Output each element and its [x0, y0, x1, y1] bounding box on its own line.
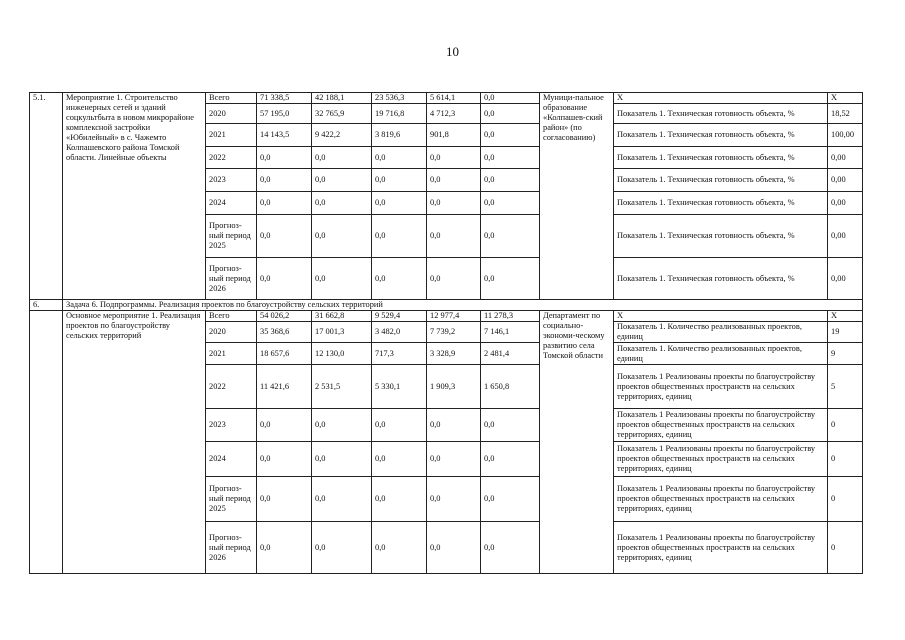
- year-cell: Прогноз-ный период 2025: [206, 215, 257, 258]
- amount-cell: 1 909,3: [427, 365, 481, 409]
- amount-cell: 0,0: [372, 258, 427, 300]
- amount-cell: 9 529,4: [372, 311, 427, 322]
- amount-cell: 9 422,2: [312, 124, 372, 147]
- amount-cell: 31 662,8: [312, 311, 372, 322]
- amount-cell: 0,0: [257, 477, 312, 522]
- indicator-name: Показатель 1 Реализованы проекты по благоустройству проектов общественных пространств на сельских территориях, единиц: [614, 477, 828, 522]
- amount-cell: 0,0: [312, 522, 372, 574]
- year-cell: 2021: [206, 124, 257, 147]
- amount-cell: 0,0: [481, 215, 540, 258]
- indicator-value: 0: [828, 442, 863, 477]
- amount-cell: 0,0: [481, 442, 540, 477]
- amount-cell: 32 765,9: [312, 104, 372, 124]
- indicator-name: Показатель 1 Реализованы проекты по благоустройству проектов общественных пространств на сельских территориях, единиц: [614, 409, 828, 442]
- year-cell: 2020: [206, 322, 257, 343]
- amount-cell: 42 188,1: [312, 93, 372, 104]
- row-number: 5.1.: [30, 93, 63, 300]
- amount-cell: 54 026,2: [257, 311, 312, 322]
- amount-cell: 0,0: [427, 442, 481, 477]
- amount-cell: 0,0: [481, 409, 540, 442]
- year-cell: Прогноз-ный период 2026: [206, 258, 257, 300]
- indicator-name: Показатель 1 Реализованы проекты по благоустройству проектов общественных пространств на сельских территориях, единиц: [614, 365, 828, 409]
- amount-cell: 0,0: [481, 104, 540, 124]
- year-cell: 2020: [206, 104, 257, 124]
- amount-cell: 12 977,4: [427, 311, 481, 322]
- measure-title: Мероприятие 1. Строительство инженерных сетей и зданий соцкультбыта в новом микрорайоне комплексной застройки «Юбилейный» в с. Чажемто Колпашевского района Томской области. Линейные объекты: [63, 93, 206, 300]
- indicator-value: 0,00: [828, 258, 863, 300]
- amount-cell: 0,0: [427, 147, 481, 169]
- amount-cell: 0,0: [372, 409, 427, 442]
- amount-cell: 0,0: [481, 169, 540, 192]
- indicator-value: 19: [828, 322, 863, 343]
- amount-cell: 901,8: [427, 124, 481, 147]
- amount-cell: 0,0: [481, 124, 540, 147]
- indicator-name: Показатель 1. Техническая готовность объекта, %: [614, 104, 828, 124]
- amount-cell: 3 328,9: [427, 343, 481, 365]
- amount-cell: 4 712,3: [427, 104, 481, 124]
- row-number-blank: [30, 311, 63, 574]
- amount-cell: 2 531,5: [312, 365, 372, 409]
- amount-cell: 11 421,6: [257, 365, 312, 409]
- year-cell: Прогноз-ный период 2025: [206, 477, 257, 522]
- amount-cell: 0,0: [427, 522, 481, 574]
- amount-cell: 0,0: [312, 169, 372, 192]
- amount-cell: 0,0: [312, 258, 372, 300]
- amount-cell: 14 143,5: [257, 124, 312, 147]
- table-body: [30, 93, 863, 574]
- year-cell: 2024: [206, 442, 257, 477]
- amount-cell: 0,0: [257, 442, 312, 477]
- amount-cell: 35 368,6: [257, 322, 312, 343]
- task-number: 6.: [30, 300, 63, 311]
- amount-cell: 0,0: [312, 192, 372, 215]
- amount-cell: 0,0: [481, 258, 540, 300]
- indicator-value: 0,00: [828, 192, 863, 215]
- amount-cell: 17 001,3: [312, 322, 372, 343]
- amount-cell: 0,0: [427, 215, 481, 258]
- year-cell: 2022: [206, 147, 257, 169]
- amount-cell: 5 330,1: [372, 365, 427, 409]
- amount-cell: 0,0: [257, 192, 312, 215]
- program-table: [29, 92, 863, 574]
- amount-cell: 0,0: [372, 215, 427, 258]
- amount-cell: 0,0: [312, 215, 372, 258]
- amount-cell: 0,0: [427, 477, 481, 522]
- indicator-value: 18,52: [828, 104, 863, 124]
- indicator-value: 0,00: [828, 169, 863, 192]
- amount-cell: 11 278,3: [481, 311, 540, 322]
- indicator-name: Показатель 1. Техническая готовность объекта, %: [614, 192, 828, 215]
- amount-cell: 0,0: [312, 477, 372, 522]
- amount-cell: 2 481,4: [481, 343, 540, 365]
- indicator-name: Показатель 1. Количество реализованных проектов, единиц: [614, 322, 828, 343]
- measure-title: Основное мероприятие 1. Реализация проектов по благоустройству сельских территорий: [63, 311, 206, 574]
- task-row: [30, 300, 863, 311]
- indicator-value: Х: [828, 93, 863, 104]
- amount-cell: 3 482,0: [372, 322, 427, 343]
- indicator-name: Показатель 1. Техническая готовность объекта, %: [614, 215, 828, 258]
- amount-cell: 0,0: [372, 147, 427, 169]
- amount-cell: 5 614,1: [427, 93, 481, 104]
- indicator-name: Показатель 1 Реализованы проекты по благоустройству проектов общественных пространств на сельских территориях, единиц: [614, 442, 828, 477]
- year-cell: Прогноз-ный период 2026: [206, 522, 257, 574]
- indicator-value: 0,00: [828, 215, 863, 258]
- amount-cell: 57 195,0: [257, 104, 312, 124]
- amount-cell: 0,0: [372, 477, 427, 522]
- year-cell: Всего: [206, 93, 257, 104]
- amount-cell: 19 716,8: [372, 104, 427, 124]
- indicator-name: Х: [614, 93, 828, 104]
- year-cell: 2023: [206, 169, 257, 192]
- amount-cell: 0,0: [427, 258, 481, 300]
- indicator-value: 9: [828, 343, 863, 365]
- amount-cell: 717,3: [372, 343, 427, 365]
- year-cell: 2022: [206, 365, 257, 409]
- indicator-value: 0,00: [828, 147, 863, 169]
- amount-cell: 0,0: [312, 442, 372, 477]
- amount-cell: 0,0: [312, 409, 372, 442]
- indicator-value: 0: [828, 477, 863, 522]
- amount-cell: 0,0: [481, 192, 540, 215]
- task-title: Задача 6. Подпрограммы. Реализация проектов по благоустройству сельских территорий: [63, 300, 863, 311]
- year-cell: 2021: [206, 343, 257, 365]
- amount-cell: 0,0: [427, 192, 481, 215]
- amount-cell: 18 657,6: [257, 343, 312, 365]
- indicator-name: Х: [614, 311, 828, 322]
- amount-cell: 0,0: [257, 169, 312, 192]
- indicator-value: Х: [828, 311, 863, 322]
- amount-cell: 0,0: [257, 258, 312, 300]
- amount-cell: 0,0: [257, 522, 312, 574]
- indicator-name: Показатель 1. Техническая готовность объекта, %: [614, 124, 828, 147]
- amount-cell: 0,0: [427, 169, 481, 192]
- amount-cell: 0,0: [481, 477, 540, 522]
- amount-cell: 0,0: [427, 409, 481, 442]
- amount-cell: 0,0: [257, 215, 312, 258]
- amount-cell: 0,0: [481, 147, 540, 169]
- indicator-name: Показатель 1. Техническая готовность объекта, %: [614, 258, 828, 300]
- indicator-value: 5: [828, 365, 863, 409]
- table-row: [30, 311, 863, 322]
- amount-cell: 23 536,3: [372, 93, 427, 104]
- amount-cell: 71 338,5: [257, 93, 312, 104]
- amount-cell: 0,0: [372, 169, 427, 192]
- executor: Муници-пальное образование «Колпашев-ский район» (по согласованию): [540, 93, 614, 300]
- amount-cell: 7 739,2: [427, 322, 481, 343]
- year-cell: 2023: [206, 409, 257, 442]
- amount-cell: 7 146,1: [481, 322, 540, 343]
- amount-cell: 0,0: [257, 147, 312, 169]
- amount-cell: 0,0: [372, 442, 427, 477]
- amount-cell: 0,0: [372, 192, 427, 215]
- amount-cell: 12 130,0: [312, 343, 372, 365]
- indicator-value: 100,00: [828, 124, 863, 147]
- executor: Департамент по социально-экономи-ческому развитию села Томской области: [540, 311, 614, 574]
- indicator-value: 0: [828, 409, 863, 442]
- page-number: 10: [446, 44, 459, 59]
- amount-cell: 0,0: [481, 93, 540, 104]
- indicator-value: 0: [828, 522, 863, 574]
- amount-cell: 0,0: [372, 522, 427, 574]
- amount-cell: 0,0: [312, 147, 372, 169]
- year-cell: 2024: [206, 192, 257, 215]
- amount-cell: 0,0: [257, 409, 312, 442]
- indicator-name: Показатель 1. Техническая готовность объекта, %: [614, 169, 828, 192]
- year-cell: Всего: [206, 311, 257, 322]
- amount-cell: 0,0: [481, 522, 540, 574]
- table-row: [30, 93, 863, 104]
- indicator-name: Показатель 1. Количество реализованных проектов, единиц: [614, 343, 828, 365]
- amount-cell: 1 650,8: [481, 365, 540, 409]
- indicator-name: Показатель 1. Техническая готовность объекта, %: [614, 147, 828, 169]
- amount-cell: 3 819,6: [372, 124, 427, 147]
- indicator-name: Показатель 1 Реализованы проекты по благоустройству проектов общественных пространств на сельских территориях, единиц: [614, 522, 828, 574]
